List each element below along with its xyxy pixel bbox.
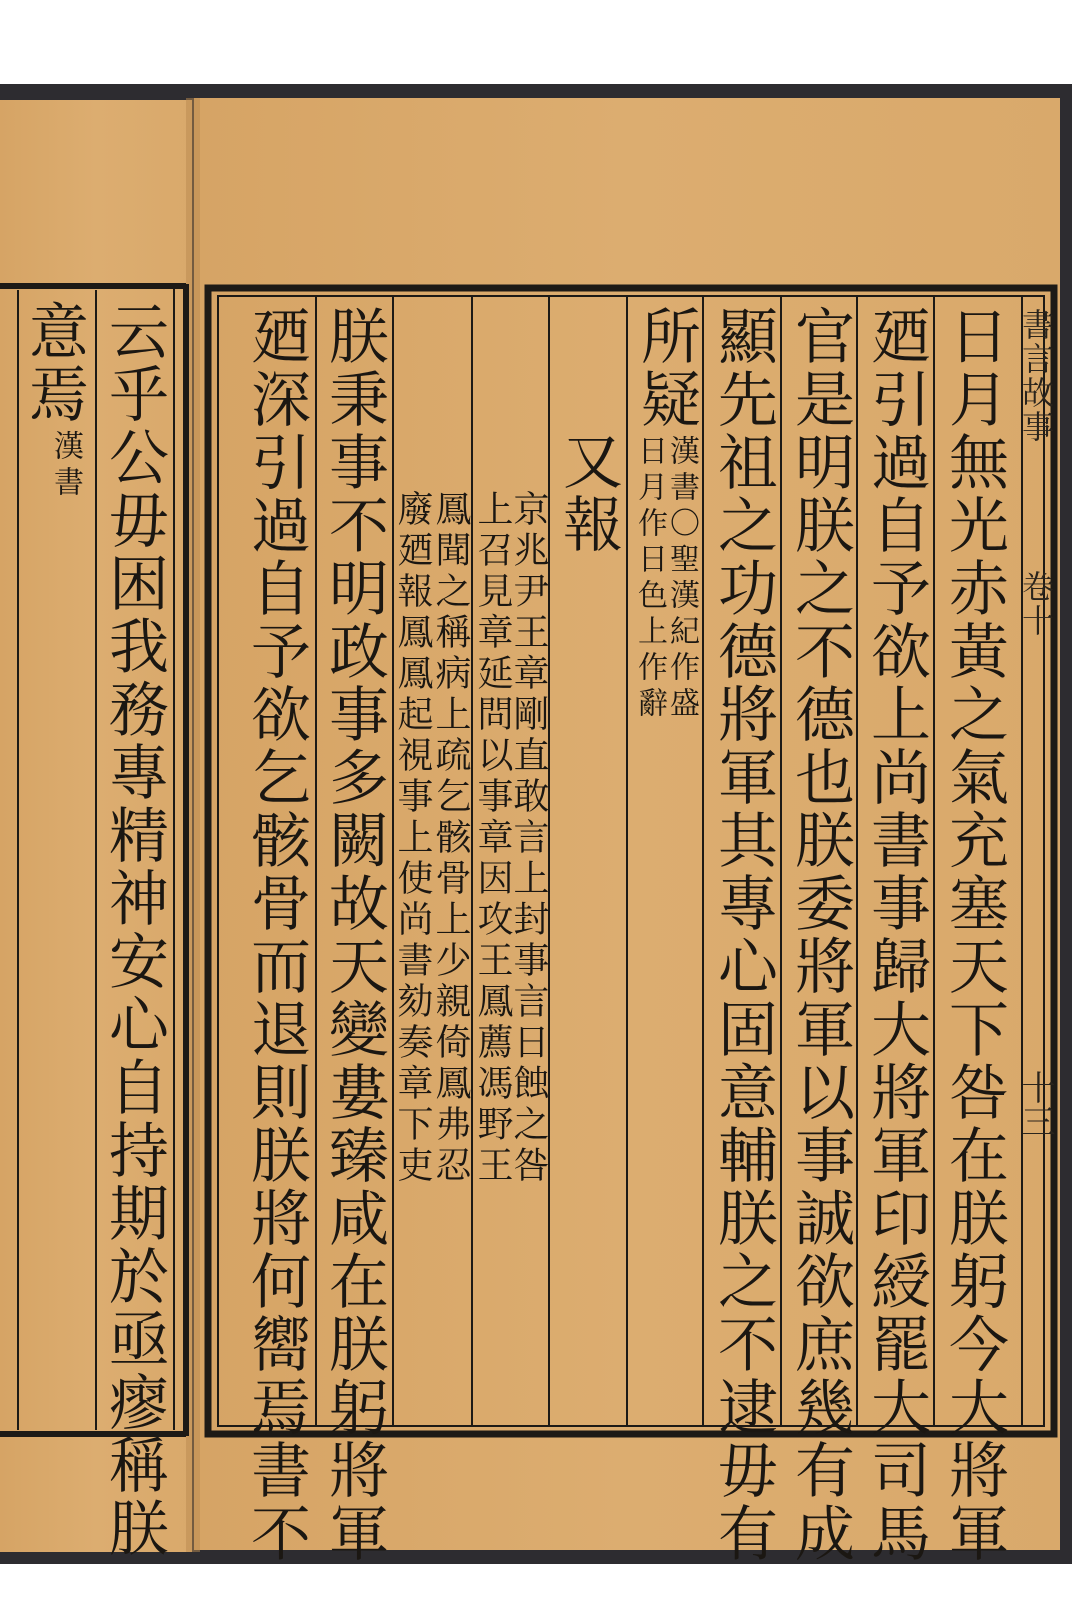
left-text-column-2: 意焉 [19,300,89,426]
text-column-11: 朕秉事不明政事多闕故天變婁臻咸在朕躬將軍 [319,305,389,1565]
note-column-3: 鳳聞之稱病上疏乞骸骨上少親倚鳳弗忍 [430,490,471,1187]
text-column-2: 廼引過自予欲上尚書事歸大將軍印綬罷大司馬 [861,305,931,1565]
text-column-12: 廼深引過自予欲乞骸骨而退則朕將何嚮焉書不 [241,305,311,1565]
section-heading-you-bao: 又報 [553,430,623,556]
text-column-3: 官是明朕之不德也朕委將軍以事誠欲庶幾有成 [785,305,855,1565]
left-text-column-1: 云乎公毋困我務專精神安心自持期於亟瘳稱朕 [99,300,169,1560]
text-column-1: 日月無光赤黃之氣充塞天下咎在朕躬今大將軍 [939,305,1009,1565]
note-column-1: 京兆尹王章剛直敢言上封事言日蝕之咎 [508,490,549,1187]
annotation-line-1: 漢書〇聖漢紀作盛 [664,435,699,723]
annotation-line-2: 日月作日色上作辭 [632,435,667,723]
note-column-4: 廢廼報鳳鳳起視事上使尚書劾奏章下吏 [392,490,433,1187]
margin-juan-label: 卷十 [1017,570,1055,638]
text-column-5-head: 所疑 [631,305,701,431]
text-column-4: 顯先祖之功德將軍其專心固意輔朕之不逮毋有 [708,305,778,1565]
note-column-2: 上召見章延問以事章因攻王鳳薦馮野王 [472,490,513,1187]
left-annotation: 漢書 [48,430,83,502]
margin-book-title: 書言故事 [1017,308,1055,444]
margin-folio-number: 十三 [1015,1070,1055,1138]
